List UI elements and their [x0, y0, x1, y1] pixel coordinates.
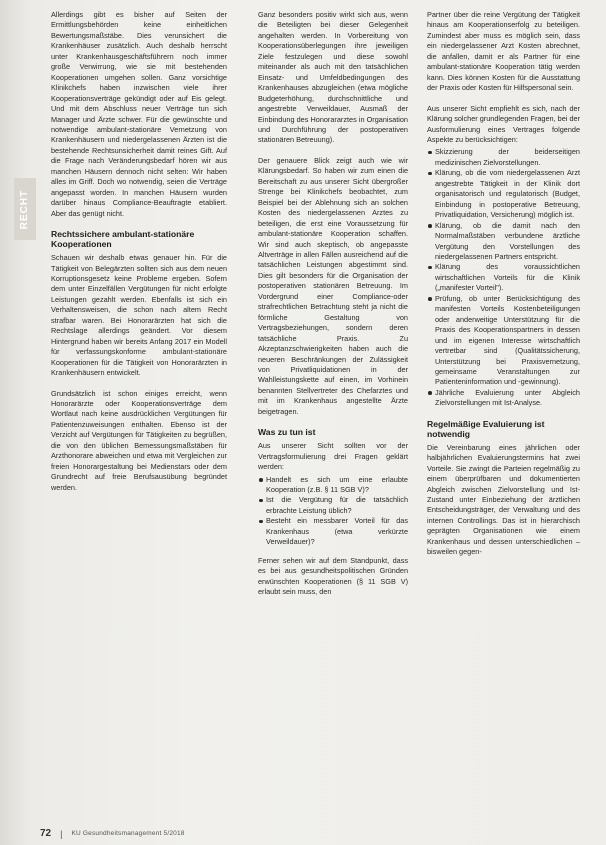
column1-paragraph-2: Schauen wir deshalb etwas genauer hin. Für die Tätigkeit von Belegärzten sollten sich aus dem neuen Korruptionsgesetz keine Probleme ergeben. Sofern dem unter Einzelfällen Vergütungen für nicht erfolgte Leistungen gezahlt werden. Ebenfalls ist sich ein Verhaltensweisen, die schon nach altem Recht strafbar waren. Bei Honorarärzten hat sich die Rechtslage allerdings geändert. Vor diesem Hintergrund haben wir bereits Anfang 2017 ein Modell für verfassungskonforme ambulant-stationäre Kooperationen für die Tätigkeit von Honorarärzten in Krankenhäusern entwickelt. [51, 253, 227, 378]
list-item: Klärung des voraussichtlichen wirtschaftlichen Vorteils für die Klinik („manifester Vorteil"). [427, 262, 580, 293]
list-item: Prüfung, ob unter Berücksichtigung des manifesten Vorteils Kostenbeteiligungen oder anderweitige Unterstützung für die Praxis des Kooperationspartners in dessen und im eigenen Interesse wirtschaftlich vertretbar sind (Qualitätssicherung, Unterstützung bei Praxisvernetzung, gemeinsame Veranstaltungen zur Patienteninformation und -gewinnung). [427, 294, 580, 388]
column2-paragraph-2: Der genauere Blick zeigt auch wie wir Klärungsbedarf. So haben wir zum einen die Bereitschaft zu aus unserer Sicht übergroßer Strenge bei Klinikchefs beobachtet, zum Beispiel bei der Ablehnung sich an solchen Kosten des niedergelassenen Arztes zu beteiligen, die erst eine Voraussetzung für ambulant-stationäre Kooperation schaffen. Wir sind auch skeptisch, ob angepasste Altverträge in allen Fällen ausreichend auf die tatsächlichen Leistungen abgestimmt sind. Dies gilt besonders für die Organisation der postoperativen stationären Betreuung. Im Vordergrund einer Compliance-oder strafrechtlichen Betrachtung steht ja nicht die förmliche Gestaltung von Vertragsbeziehungen, sondern deren tatsächliche Praxis. Zu Akzeptanzschwierigkeiten haben auch die neueren Beschränkungen der Zulässigkeit von Privatliquidationen in der Wahlleistungskette auf einen, im Vorhinein benannten Stellvertreter des Chefarztes und mit im Krankenhaus angestellte Ärzte beigetragen. [258, 155, 408, 416]
list-item: Klärung, ob die damit nach den Normalmaßstäben verbundene ärztliche Vergütung den Vorstellungen des niedergelassenen Partners entspricht. [427, 221, 580, 263]
column3-paragraph-2: Aus unserer Sicht empfiehlt es sich, nach der Klärung solcher grundlegenden Fragen, bei der Ausformulierung eines Vertrages folgende Aspekte zu berücksichtigen: [427, 103, 580, 144]
list-item: Skizzierung der beiderseitigen medizinischen Zielvorstellungen. [427, 147, 580, 168]
column3-paragraph-1: Partner über die reine Vergütung der Tätigkeit hinaus am Kooperationserfolg zu beteiligen. Zumindest aber muss es möglich sein, dass ein niedergelassener Arzt Kosten abrechnet, die anfallen, damit er als Partner für eine ambulant-stationäre Kooperation tätig werden kann. Dies können Kosten für die Ausstattung der Praxis oder Kosten für Hilfspersonal sein. [427, 10, 580, 93]
list-item: Besteht ein messbarer Vorteil für das Krankenhaus (etwa verkürzte Verweildauer)? [258, 516, 408, 547]
article-column-1 [51, 10, 227, 503]
column2-paragraph-1: Ganz besonders positiv wirkt sich aus, wenn die Beteiligten bei dieser Gelegenheit angehalten werden. In Vorbereitung von Kooperationsüberlegungen ihre jeweiligen Ziele festzulegen und diese sowohl miteinander als auch mit den tatsächlichen Einsatz- und Umfeldbedingungen des Krankenhauses abzugleichen (etwa mögliche Budgeterhöhung, durchschnittliche und angestrebte Verweildauer, Ausmaß der Einbindung des Honorararztes in Organisation und Durchführung der postoperativen stationären Betreuung). [258, 10, 408, 145]
column2-paragraph-4: Ferner sehen wir auf dem Standpunkt, dass es bei aus gesundheitspolitischen Gründen erwünschten Kooperationen (§ 11 SGB V) erlaubt sein muss, den [258, 555, 408, 597]
column1-paragraph-3: Grundsätzlich ist schon einiges erreicht, wenn Honorarärzte oder Kooperationsverträge dem Wortlaut nach keine ausdrücklichen Vergütungen für Patientenzuweisungen enthalten. Ebenso ist der Verzicht auf Vergütungen für Tätigkeiten zu begrüßen, die von den üblichen Bemessungsmaßstäben für Arzthonorare abweichen und etwa mit Vergleichen zur freien Honorargestaltung bei Medienstars oder dem Grundrecht auf freie Berufsausübung begründet werden. [51, 388, 227, 492]
article-column-2 [258, 10, 408, 608]
footer-separator: | [60, 828, 63, 839]
column1-intro: Allerdings gibt es bisher auf Seiten der Ermittlungsbehörden keine einheitlichen Bewertungsmaßstäbe. Dies verunsichert die Krankenhäuser zusätzlich. Auch deshalb herrscht unter Krankenhausgeschäftsführern noch immer große Verwirrung, wie sie mit bestehenden Kooperationen umgehen sollen. Ganz vorsichtige Klinikchefs haben inzwischen viele ihrer Kooperationsverträge gekündigt oder auf Eis gelegt. Und mit dem Abschluss neuer Verträge tun sich Manager und Ärzte schwer. Für die gewünschte und notwendige ambulant-stationäre Vernetzung von Krankenhäusern und niedergelassenen Ärzten ist die bestehende Rechtsunsicherheit damit reines Gift. Auf die Frage nach Veränderungsbedarf hören wir aus manchen Häusern dennoch nicht selten: Wir haben alles im Griff. Doch wo notwendig, seien die Verträge angepasst worden. In manchen Häusern wurden darüber hinaus Compliance-Beauftragte etabliert. Aber das genügt nicht. [51, 10, 227, 218]
page-number: 72 [40, 828, 52, 839]
section-label: RECHT [19, 189, 31, 229]
column3-bullet-list [427, 147, 580, 408]
column3-heading: Regelmäßige Evaluierung ist notwendig [427, 418, 545, 439]
list-item: Klärung, ob die vom niedergelassenen Arzt angestrebte Tätigkeit in der Klinik dort organisatorisch und regulatorisch (Budget, Einbindung in postoperative Betreuung, Privatliquidation, Versicherung) möglich ist. [427, 168, 580, 220]
column1-heading: Rechtssichere ambulant-stationäre Kooperationen [51, 229, 195, 250]
column2-bullet-list [258, 475, 408, 548]
column3-paragraph-3: Die Vereinbarung eines jährlichen oder halbjährlichen Evaluierungstermins hat zwei Vorteile. Sie zwingt die Parteien regelmäßig zu einem überprüfbaren und dokumentierten Abgleich zwischen Zielvorstellung und Ist-Zustand unter Einbeziehung der ärztlichen Entscheidungsträger, der Verwaltung und des internen Controllings. Das ist in hierarchisch geprägten Organisationen wie einem Krankenhaus und dessen unterschiedlichen – bisweilen gegen- [427, 442, 580, 557]
page-footer [40, 828, 185, 839]
column2-paragraph-3: Aus unserer Sicht sollten vor der Vertragsformulierung drei Fragen geklärt werden: [258, 441, 408, 472]
section-tab [14, 178, 36, 240]
list-item: Jährliche Evaluierung unter Abgleich Zielvorstellungen mit Ist-Analyse. [427, 388, 580, 409]
list-item: Ist die Vergütung für die tatsächlich erbrachte Leistung üblich? [258, 495, 408, 516]
publication-source: KU Gesundheitsmanagement 5/2018 [71, 830, 185, 837]
column2-heading: Was zu tun ist [258, 427, 316, 438]
list-item: Handelt es sich um eine erlaubte Kooperation (z.B. § 11 SGB V)? [258, 475, 408, 496]
article-column-3 [427, 10, 580, 568]
